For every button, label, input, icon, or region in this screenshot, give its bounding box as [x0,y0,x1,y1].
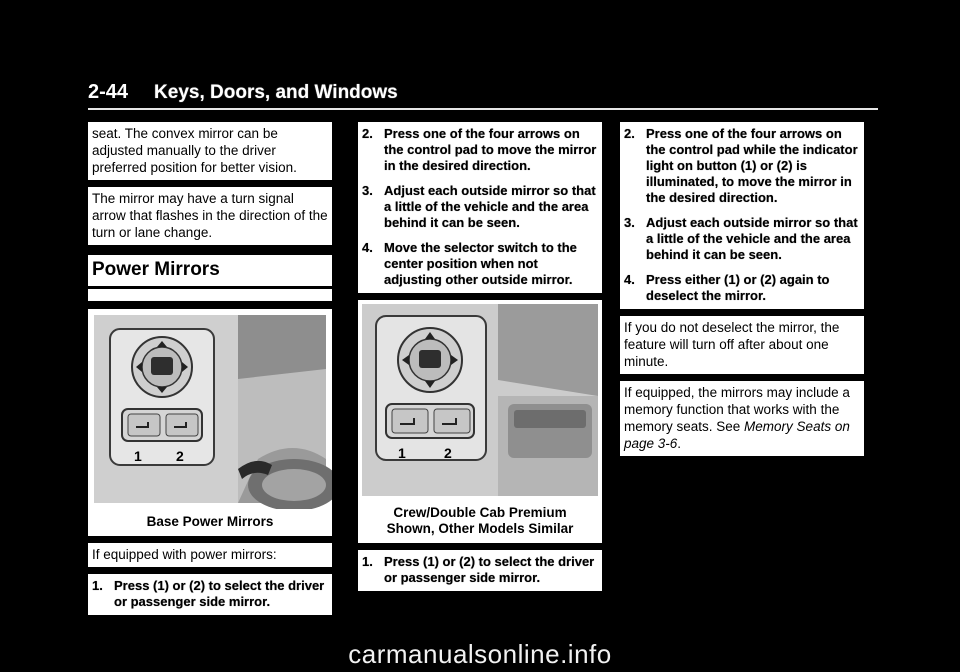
section-power-mirrors [88,255,332,301]
svg-text:2: 2 [176,448,184,464]
list-premium-power-mirror-steps-continued [620,122,864,309]
list-item-text: Press (1) or (2) to select the driver or passenger side mirror. [384,554,595,585]
paragraph-if-equipped-power-mirrors: If equipped with power mirrors: [88,543,332,567]
memory-note-text-b: . [677,436,682,451]
list-item [624,272,860,304]
paragraph-turn-signal-arrow: The mirror may have a turn signal arrow that flashes in the direction of the turn or lane change. [88,187,332,245]
list-item-text: Press either (1) or (2) again to deselect the mirror. [646,272,830,303]
section-heading-power-mirrors: Power Mirrors [88,255,332,289]
list-item [624,215,860,263]
premium-power-mirrors-illustration [358,300,602,500]
list-item [624,126,860,206]
header-rule [88,108,878,110]
list-item [362,554,598,586]
figure-caption-base-power-mirrors: Base Power Mirrors [88,509,332,536]
paragraph-seat-convex-mirror: seat. The convex mirror can be adjusted manually to the driver preferred position for better vision. [88,122,332,180]
figure-base-power-mirrors [88,309,332,536]
column-right [620,122,864,463]
list-item-text: Press one of the four arrows on the control pad while the indicator light on button (1) or (2) is illuminated, to move the mirror in the desired direction. [646,126,858,205]
list-item-number: 3. [362,183,373,198]
column-center [358,122,602,598]
list-item-number: 2. [624,126,635,141]
page-header [88,70,878,104]
paragraph-deselect-mirror-note: If you do not deselect the mirror, the feature will turn off after about one minute. [620,316,864,374]
list-item-number: 4. [362,240,373,255]
list-item [92,578,328,610]
list-base-power-mirror-steps-continued [358,122,602,293]
figure-premium-power-mirrors [358,300,602,543]
watermark: carmanualsonline.info [348,639,612,669]
list-item [362,240,598,288]
list-item-number: 1. [92,578,103,593]
figure-caption-line1: Crew/Double Cab Premium [393,505,567,520]
list-item-text: Adjust each outside mirror so that a little of the vehicle and the area behind it can be seen. [384,183,596,230]
list-item-text: Move the selector switch to the center position when not adjusting other outside mirror. [384,240,577,287]
list-item-number: 1. [362,554,373,569]
list-item-text: Press one of the four arrows on the control pad to move the mirror in the desired direction. [384,126,597,173]
list-item [362,183,598,231]
svg-text:1: 1 [398,445,406,461]
memory-note-text-a: If equipped, the mirrors may include a memory function that works with the memory seats. See [624,385,850,434]
page-title: Keys, Doors, and Windows [154,82,398,103]
base-power-mirrors-illustration [88,309,332,509]
list-item-number: 3. [624,215,635,230]
list-premium-power-mirror-steps [358,550,602,591]
list-item-text: Adjust each outside mirror so that a little of the vehicle and the area behind it can be seen. [646,215,858,262]
figure-caption-line2: Shown, Other Models Similar [386,521,574,536]
list-item-text: Press (1) or (2) to select the driver or passenger side mirror. [114,578,325,609]
figure-caption-premium-power-mirrors [358,500,602,543]
list-base-power-mirror-steps [88,574,332,615]
paragraph-memory-function-note [620,381,864,456]
list-item-number: 2. [362,126,373,141]
page-number: 2-44 [88,81,129,103]
list-item-number: 4. [624,272,635,287]
svg-text:2: 2 [444,445,452,461]
list-item [362,126,598,174]
svg-text:1: 1 [134,448,142,464]
column-left [88,122,332,622]
memory-seats-crossref: Memory Seats on page 3-6 [624,419,850,451]
